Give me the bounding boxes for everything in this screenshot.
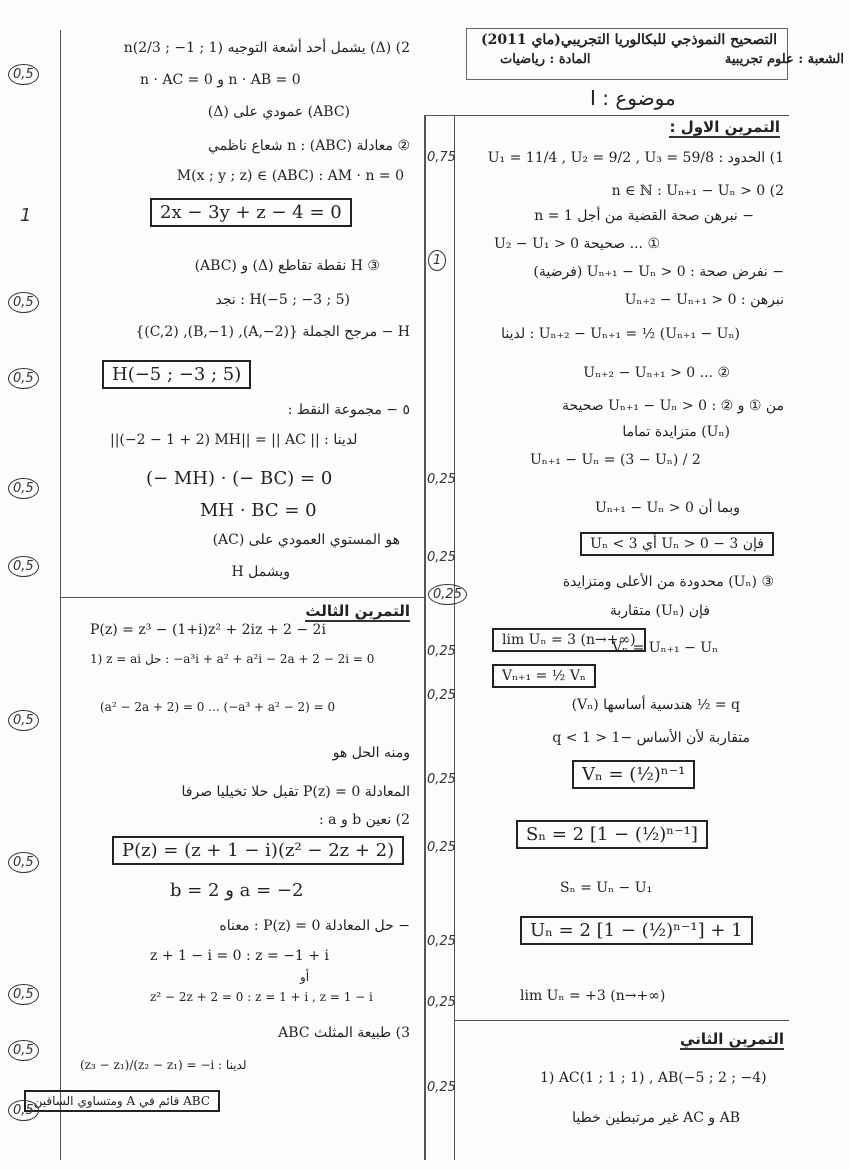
ex2-left-line-15: هو المستوي العمودي على (AC) bbox=[212, 532, 400, 548]
mark-l11: 0,5 bbox=[8, 1100, 39, 1121]
ex3-line-11: أو bbox=[300, 970, 310, 984]
ex1-line-9: من ① و ② : Uₙ₊₁ − Uₙ > 0 صحيحة bbox=[561, 398, 784, 414]
left-margin-rule bbox=[60, 30, 61, 1160]
exercise-2-heading: التمرين الثاني bbox=[680, 1030, 784, 1048]
exercise-3-heading: التمرين الثالث bbox=[305, 602, 410, 620]
ex2-left-line-9: H − مرجح الجملة {(A,−2), (B,−1), (C,2)} bbox=[135, 324, 410, 340]
ex1-line-17: Vₙ = Uₙ₊₁ − Uₙ bbox=[612, 640, 719, 656]
ex2-left-line-12: ||(−2 − 1 + 2) MH|| = || AC || : لدينا bbox=[110, 432, 358, 448]
ex2-right-line-2: AB و AC غير مرتبطين خطيا bbox=[572, 1110, 740, 1126]
ex1-line-25: lim Uₙ = +3 (n→+∞) bbox=[520, 988, 666, 1004]
mark-r4: 0,25 bbox=[427, 550, 456, 565]
mark-l8: 0,5 bbox=[8, 852, 39, 873]
ex1-line-14: ③ (Uₙ) محدودة من الأعلى ومتزايدة bbox=[562, 574, 774, 590]
ex3-line-5: المعادلة P(z) = 0 تقبل حلا تخيليا صرفا bbox=[181, 784, 410, 800]
ex1-line-22: Sₙ = 2 [1 − (½)ⁿ⁻¹] bbox=[516, 820, 708, 849]
ex3-line-2: 1) z = ai حل : −a³i + a² + a²i − 2a + 2 − 2i = 0 bbox=[90, 652, 375, 666]
mark-r3: 0,25 bbox=[427, 472, 456, 487]
ex1-line-19: q = ½ هندسية أساسها (Vₙ) bbox=[571, 697, 740, 713]
mark-l1: 0,5 bbox=[8, 64, 39, 85]
topic-label: موضوع : I bbox=[590, 86, 676, 110]
ex3-line-15: ABC قائم في A ومتساوي الساقين bbox=[24, 1090, 220, 1112]
ex2-left-line-8: H(−5 ; −3 ; 5) : نجد bbox=[215, 292, 350, 308]
mark-l9: 0,5 bbox=[8, 984, 39, 1005]
ex1-line-8: ② ... Uₙ₊₂ − Uₙ₊₁ > 0 bbox=[583, 365, 730, 381]
left-section-rule bbox=[60, 597, 424, 598]
ex2-left-line-14: MH · BC = 0 bbox=[200, 500, 317, 521]
ex1-line-7: Uₙ₊₂ − Uₙ₊₁ = ½ (Uₙ₊₁ − Uₙ) : لدينا bbox=[501, 326, 740, 342]
right-section-rule bbox=[454, 1020, 789, 1021]
ex1-line-10: (Uₙ) متزايدة تماما bbox=[622, 424, 730, 440]
header-title: التصحيح النموذجي للبكالوريا التجريبي(ماي 2011) bbox=[481, 32, 777, 48]
mark-r12: 0,25 bbox=[427, 1080, 456, 1095]
ex1-line-5: − نفرض صحة : Uₙ₊₁ − Uₙ > 0 (فرضية) bbox=[533, 264, 784, 280]
ex3-line-7: P(z) = (z + 1 − i)(z² − 2z + 2) bbox=[112, 836, 404, 865]
mark-r8: 0,25 bbox=[427, 772, 456, 787]
ex1-line-2: 2) n ∈ ℕ : Uₙ₊₁ − Uₙ > 0 bbox=[611, 183, 784, 199]
ex1-line-21: Vₙ = (½)ⁿ⁻¹ bbox=[572, 760, 695, 789]
ex1-line-20: متقاربة لأن الأساس −1 < q < 1 bbox=[552, 730, 750, 746]
ex2-left-line-16: ويشمل H bbox=[231, 564, 290, 580]
ex3-line-6: 2) نعين b و a : bbox=[319, 812, 410, 828]
mark-l4: 0,5 bbox=[8, 368, 39, 389]
ex2-left-line-4: ② معادلة (ABC) : n شعاع ناظمي bbox=[207, 138, 410, 154]
mark-r5: 0,25 bbox=[428, 584, 467, 605]
mark-r9: 0,25 bbox=[427, 840, 456, 855]
ex2-left-line-11: ٥ − مجموعة النقط : bbox=[287, 402, 410, 418]
ex2-left-line-1: 2) (Δ) يشمل أحد أشعة التوجيه n(2/3 ; −1 ; 1) bbox=[123, 40, 410, 56]
ex3-line-12: z² − 2z + 2 = 0 : z = 1 + i , z = 1 − i bbox=[150, 990, 373, 1004]
column-divider bbox=[424, 115, 426, 1160]
ex1-line-12: وبما أن Uₙ₊₁ − Uₙ > 0 bbox=[595, 500, 740, 516]
ex3-line-13: 3) طبيعة المثلث ABC bbox=[278, 1025, 410, 1041]
mark-r10: 0,25 bbox=[427, 934, 456, 949]
ex1-line-11: Uₙ₊₁ − Uₙ = (3 − Uₙ) / 2 bbox=[530, 452, 701, 468]
ex1-line-15: فإن (Uₙ) متقاربة bbox=[609, 603, 710, 619]
ex3-line-10: z + 1 − i = 0 : z = −1 + i bbox=[150, 948, 329, 964]
ex2-left-line-6: 2x − 3y + z − 4 = 0 bbox=[150, 198, 352, 227]
ex1-line-16: lim Uₙ = 3 (n→+∞) bbox=[492, 628, 646, 652]
ex3-line-1: P(z) = z³ − (1+i)z² + 2iz + 2 − 2i bbox=[90, 622, 326, 638]
ex2-left-line-10: H(−5 ; −3 ; 5) bbox=[102, 360, 251, 389]
ex3-line-3: (a² − 2a + 2) = 0 ... (−a³ + a² − 2) = 0 bbox=[100, 700, 336, 714]
mark-l2: 1 bbox=[20, 205, 32, 226]
mark-r2: 1 bbox=[428, 250, 446, 271]
ex1-line-23: Sₙ = Uₙ − U₁ bbox=[560, 880, 653, 896]
ex1-line-3: − نبرهن صحة القضية من أجل n = 1 bbox=[534, 208, 754, 224]
ex1-line-6: نبرهن : Uₙ₊₂ − Uₙ₊₁ > 0 bbox=[624, 292, 784, 308]
ex3-line-9: − حل المعادلة P(z) = 0 : معناه bbox=[219, 918, 410, 934]
ex2-left-line-7: ③ H نقطة تقاطع (Δ) و (ABC) bbox=[194, 258, 380, 274]
ex1-line-24: Uₙ = 2 [1 − (½)ⁿ⁻¹] + 1 bbox=[520, 916, 753, 945]
ex1-line-13: فإن 3 − Uₙ > 0 أي Uₙ < 3 bbox=[580, 532, 774, 556]
mark-l5: 0,5 bbox=[8, 478, 39, 499]
mark-r1: 0,75 bbox=[427, 150, 456, 165]
ex2-right-line-1: 1) AC(1 ; 1 ; 1) , AB(−5 ; 2 ; −4) bbox=[540, 1070, 767, 1086]
ex1-line-4: ① ... صحيحة U₂ − U₁ > 0 bbox=[494, 236, 660, 252]
exercise-1-heading: التمرين الاول : bbox=[669, 118, 780, 136]
mark-r6: 0,25 bbox=[427, 644, 456, 659]
ex3-line-4: ومنه الحل هو bbox=[332, 745, 410, 761]
mark-l7: 0,5 bbox=[8, 710, 39, 731]
ex2-left-line-5: M(x ; y ; z) ∈ (ABC) : AM · n = 0 bbox=[176, 168, 404, 184]
mark-l6: 0,5 bbox=[8, 556, 39, 577]
mark-l10: 0,5 bbox=[8, 1040, 39, 1061]
ex1-line-18: Vₙ₊₁ = ½ Vₙ bbox=[492, 664, 596, 688]
header-subject: المادة : رياضيات bbox=[500, 52, 591, 67]
mark-r7: 0,25 bbox=[427, 688, 456, 703]
ex3-line-8: b = 2 و a = −2 bbox=[170, 880, 304, 901]
ex2-left-line-3: (ABC) عمودي على (Δ) bbox=[207, 104, 350, 120]
ex3-line-14: (z₃ − z₁)/(z₂ − z₁) = −i : لدينا bbox=[80, 1058, 247, 1072]
header-branch: الشعبة : علوم تجريبية bbox=[724, 52, 844, 67]
ex2-left-line-13: (− MH) · (− BC) = 0 bbox=[146, 468, 333, 489]
mark-l3: 0,5 bbox=[8, 292, 39, 313]
mark-r11: 0,25 bbox=[427, 995, 456, 1010]
ex1-line-1: 1) الحدود : U₁ = 11/4 , U₂ = 9/2 , U₃ = 59/8 bbox=[487, 150, 784, 166]
right-top-rule bbox=[424, 115, 789, 116]
ex2-left-line-2: n · AC = 0 و n · AB = 0 bbox=[140, 72, 301, 88]
